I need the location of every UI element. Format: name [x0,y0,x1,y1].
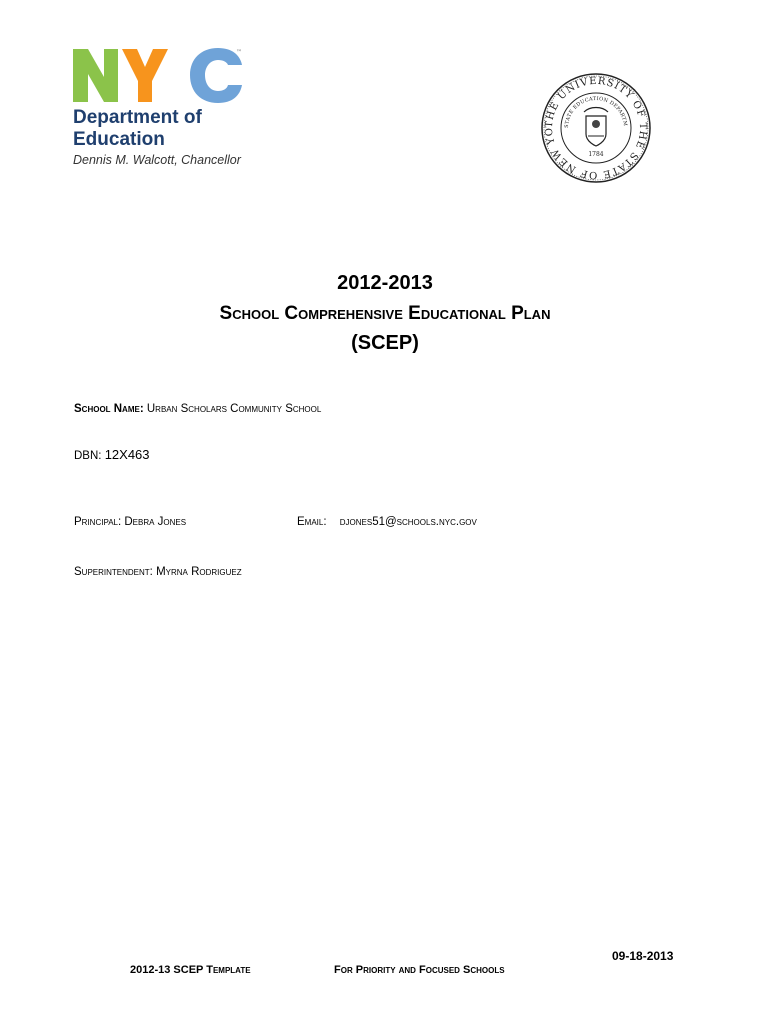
plan-year: 2012-2013 [337,272,433,294]
footer-template-label: 2012-13 SCEP Template [130,964,251,976]
plan-title: School Comprehensive Educational Plan [219,303,551,324]
footer-audience-label: For Priority and Focused Schools [334,964,505,976]
superintendent-value: Myrna Rodriguez [156,566,242,578]
superintendent-label: Superintendent: [74,566,153,578]
principal-row [74,516,186,528]
nyc-logo-icon [70,45,250,105]
chancellor-name: Dennis M. Walcott, Chancellor [73,153,241,167]
dbn-label: DBN: [74,450,102,462]
school-name-label: School Name: [74,403,144,415]
school-name-row [74,403,321,415]
dept-line-1: Department of [73,107,202,128]
email-value: djones51@schools.nyc.gov [339,516,477,528]
email-label: Email: [297,516,327,528]
dbn-row [74,447,150,462]
state-seal [540,72,652,184]
superintendent-row [74,566,242,578]
seal-outer-text: THE UNIVERSITY OF THE STATE OF NEW YO [543,75,649,181]
dept-line-2: Education [73,129,165,150]
seal-icon [540,72,652,184]
nyc-doe-logo [70,45,250,175]
plan-abbreviation: (SCEP) [351,332,419,354]
seal-inner-text: STATE EDUCATION DEPARTM [563,95,629,129]
email-row [297,516,477,528]
footer-date: 09-18-2013 [612,949,674,963]
principal-label: Principal: [74,516,122,528]
dbn-value: 12X463 [104,447,150,462]
school-name-value: Urban Scholars Community School [146,403,322,415]
principal-value: Debra Jones [124,516,187,528]
trademark-label: ™ [236,49,242,56]
seal-year: 1784 [588,151,604,158]
